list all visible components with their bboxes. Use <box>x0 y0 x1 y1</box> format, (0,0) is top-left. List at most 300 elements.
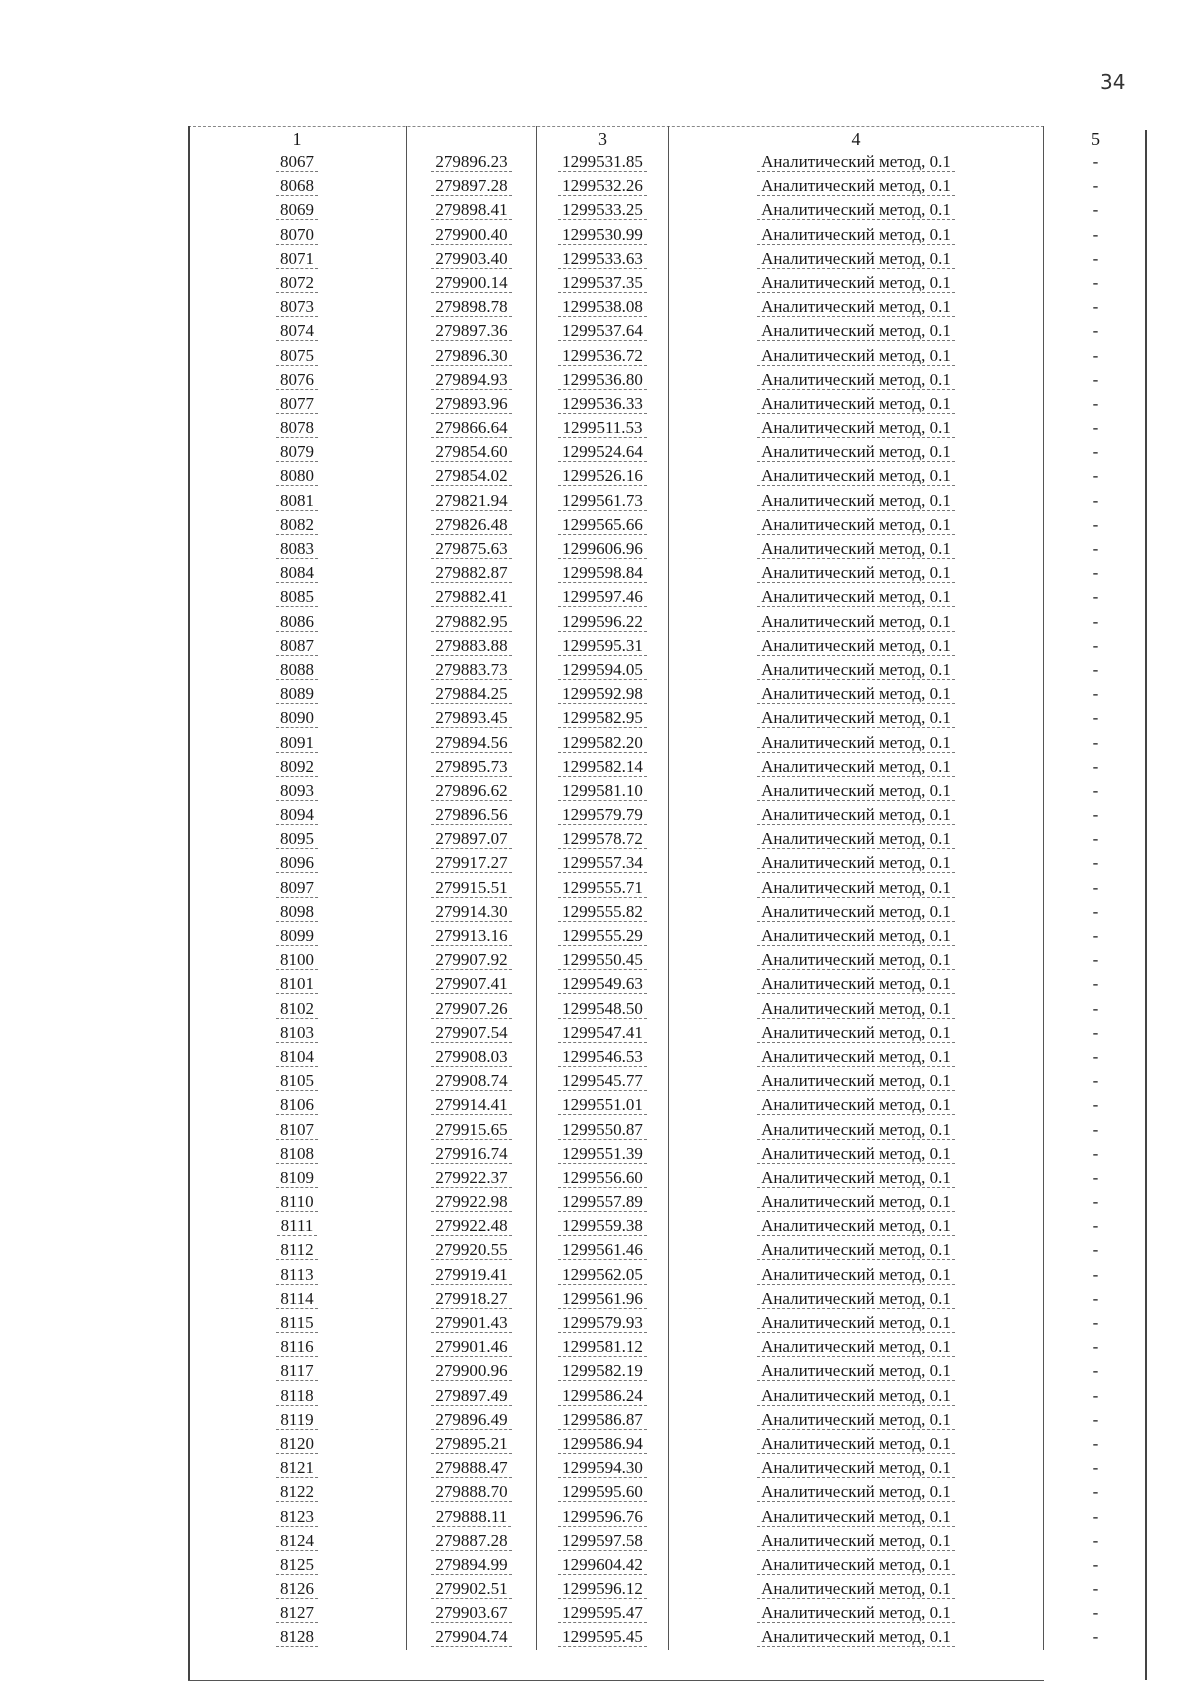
method-accuracy-cell <box>668 1166 1044 1190</box>
y-coordinate-cell <box>536 1190 668 1214</box>
note: - <box>1092 1192 1099 1212</box>
table-row <box>188 561 1147 585</box>
point-number-cell <box>188 416 406 440</box>
method-accuracy: Аналитический метод, 0.1 <box>757 805 955 825</box>
y-coordinate-cell <box>536 851 668 875</box>
note: - <box>1092 805 1099 825</box>
point-number-cell <box>188 1529 406 1553</box>
x-coordinate-cell <box>406 1577 536 1601</box>
table-row <box>188 416 1147 440</box>
y-coordinate-cell <box>536 779 668 803</box>
point-number: 8114 <box>276 1289 317 1309</box>
note: - <box>1092 1482 1099 1502</box>
x-coordinate-cell <box>406 1625 536 1649</box>
point-number-cell <box>188 997 406 1021</box>
y-coordinate-cell <box>536 1553 668 1577</box>
x-coordinate: 279916.74 <box>431 1144 511 1164</box>
method-accuracy-cell <box>668 803 1044 827</box>
method-accuracy-cell <box>668 489 1044 513</box>
y-coordinate-cell <box>536 1287 668 1311</box>
method-accuracy: Аналитический метод, 0.1 <box>757 1361 955 1381</box>
note: - <box>1092 369 1099 389</box>
point-number-cell <box>188 198 406 222</box>
x-coordinate: 279883.73 <box>431 660 511 680</box>
x-coordinate-cell <box>406 1238 536 1262</box>
method-accuracy-cell <box>668 416 1044 440</box>
y-coordinate: 1299586.87 <box>558 1410 647 1430</box>
x-coordinate: 279913.16 <box>431 926 511 946</box>
method-accuracy: Аналитический метод, 0.1 <box>757 684 955 704</box>
method-accuracy-cell <box>668 174 1044 198</box>
point-number-cell <box>188 223 406 247</box>
method-accuracy: Аналитический метод, 0.1 <box>757 273 955 293</box>
y-coordinate-cell <box>536 803 668 827</box>
method-accuracy-cell <box>668 1287 1044 1311</box>
note-cell <box>1044 319 1147 343</box>
point-number: 8096 <box>276 853 318 873</box>
y-coordinate-cell <box>536 1093 668 1117</box>
table-row <box>188 392 1147 416</box>
note-cell <box>1044 924 1147 948</box>
x-coordinate: 279920.55 <box>431 1240 511 1260</box>
method-accuracy: Аналитический метод, 0.1 <box>757 660 955 680</box>
x-coordinate-cell <box>406 755 536 779</box>
point-number: 8078 <box>276 418 318 438</box>
x-coordinate-cell <box>406 900 536 924</box>
y-coordinate: 1299536.72 <box>558 346 647 366</box>
method-accuracy-cell <box>668 1529 1044 1553</box>
y-coordinate-cell <box>536 319 668 343</box>
method-accuracy-cell <box>668 1263 1044 1287</box>
y-coordinate-cell <box>536 1118 668 1142</box>
x-coordinate: 279882.41 <box>431 587 511 607</box>
y-coordinate-cell <box>536 1359 668 1383</box>
x-coordinate: 279901.43 <box>431 1313 511 1333</box>
table-row <box>188 1553 1147 1577</box>
y-coordinate-cell <box>536 150 668 174</box>
y-coordinate-cell <box>536 1480 668 1504</box>
column-header-3: 3 <box>536 126 668 150</box>
note: - <box>1092 1361 1099 1381</box>
y-coordinate: 1299596.76 <box>558 1507 647 1527</box>
note-cell <box>1044 1287 1147 1311</box>
point-number: 8121 <box>276 1458 318 1478</box>
point-number-cell <box>188 924 406 948</box>
method-accuracy: Аналитический метод, 0.1 <box>757 853 955 873</box>
method-accuracy: Аналитический метод, 0.1 <box>757 1289 955 1309</box>
y-coordinate-cell <box>536 1601 668 1625</box>
y-coordinate: 1299604.42 <box>558 1555 647 1575</box>
table-row <box>188 755 1147 779</box>
y-coordinate: 1299537.35 <box>558 273 647 293</box>
table-row <box>188 1359 1147 1383</box>
y-coordinate: 1299537.64 <box>558 321 647 341</box>
note: - <box>1092 345 1099 365</box>
y-coordinate-cell <box>536 1263 668 1287</box>
method-accuracy-cell <box>668 464 1044 488</box>
y-coordinate: 1299538.08 <box>558 297 647 317</box>
y-coordinate: 1299596.12 <box>558 1579 647 1599</box>
point-number: 8104 <box>276 1047 318 1067</box>
note: - <box>1092 563 1099 583</box>
y-coordinate: 1299581.12 <box>558 1337 647 1357</box>
note-cell <box>1044 295 1147 319</box>
note: - <box>1092 1288 1099 1308</box>
method-accuracy: Аналитический метод, 0.1 <box>757 950 955 970</box>
table-row <box>188 368 1147 392</box>
note-cell <box>1044 1021 1147 1045</box>
table-row <box>188 1287 1147 1311</box>
note-cell <box>1044 1142 1147 1166</box>
point-number: 8079 <box>276 442 318 462</box>
point-number-cell <box>188 634 406 658</box>
y-coordinate: 1299582.19 <box>558 1361 647 1381</box>
column-header-2 <box>406 126 536 150</box>
method-accuracy: Аналитический метод, 0.1 <box>757 1531 955 1551</box>
y-coordinate-cell <box>536 416 668 440</box>
x-coordinate: 279893.96 <box>431 394 511 414</box>
table-row <box>188 1505 1147 1529</box>
x-coordinate: 279915.51 <box>431 878 511 898</box>
method-accuracy-cell <box>668 851 1044 875</box>
note-cell <box>1044 1529 1147 1553</box>
y-coordinate: 1299557.34 <box>558 853 647 873</box>
point-number-cell <box>188 972 406 996</box>
table-row <box>188 948 1147 972</box>
y-coordinate: 1299524.64 <box>558 442 647 462</box>
x-coordinate: 279897.07 <box>431 829 511 849</box>
x-coordinate: 279888.70 <box>431 1482 511 1502</box>
table-row <box>188 344 1147 368</box>
method-accuracy: Аналитический метод, 0.1 <box>757 1313 955 1333</box>
point-number: 8069 <box>276 200 318 220</box>
method-accuracy: Аналитический метод, 0.1 <box>757 1265 955 1285</box>
note-cell <box>1044 489 1147 513</box>
point-number: 8072 <box>276 273 318 293</box>
point-number-cell <box>188 271 406 295</box>
y-coordinate: 1299536.33 <box>558 394 647 414</box>
table-header-row <box>188 126 1147 150</box>
x-coordinate-cell <box>406 368 536 392</box>
y-coordinate: 1299526.16 <box>558 466 647 486</box>
point-number-cell <box>188 900 406 924</box>
method-accuracy: Аналитический метод, 0.1 <box>757 563 955 583</box>
x-coordinate: 279914.30 <box>431 902 511 922</box>
note-cell <box>1044 1335 1147 1359</box>
note: - <box>1092 756 1099 776</box>
point-number: 8097 <box>276 878 318 898</box>
table-row <box>188 803 1147 827</box>
point-number-cell <box>188 513 406 537</box>
note-cell <box>1044 658 1147 682</box>
method-accuracy-cell <box>668 634 1044 658</box>
point-number-cell <box>188 851 406 875</box>
point-number-cell <box>188 150 406 174</box>
x-coordinate-cell <box>406 1384 536 1408</box>
note: - <box>1092 1627 1099 1647</box>
x-coordinate: 279922.48 <box>431 1216 511 1236</box>
y-coordinate: 1299550.87 <box>558 1120 647 1140</box>
method-accuracy-cell <box>668 1142 1044 1166</box>
x-coordinate-cell <box>406 827 536 851</box>
column-header-4: 4 <box>668 126 1044 150</box>
x-coordinate-cell <box>406 682 536 706</box>
table-row <box>188 198 1147 222</box>
note-cell <box>1044 755 1147 779</box>
x-coordinate-cell <box>406 295 536 319</box>
note-cell <box>1044 561 1147 585</box>
note-cell <box>1044 1432 1147 1456</box>
x-coordinate: 279895.21 <box>431 1434 511 1454</box>
y-coordinate-cell <box>536 1021 668 1045</box>
x-coordinate: 279897.28 <box>431 176 511 196</box>
x-coordinate-cell <box>406 513 536 537</box>
y-coordinate: 1299559.38 <box>558 1216 647 1236</box>
x-coordinate-cell <box>406 1553 536 1577</box>
point-number-cell <box>188 1384 406 1408</box>
method-accuracy-cell <box>668 1480 1044 1504</box>
point-number: 8067 <box>276 152 318 172</box>
note-cell <box>1044 779 1147 803</box>
x-coordinate: 279901.46 <box>431 1337 511 1357</box>
method-accuracy: Аналитический метод, 0.1 <box>757 1023 955 1043</box>
method-accuracy: Аналитический метод, 0.1 <box>757 539 955 559</box>
y-coordinate-cell <box>536 1214 668 1238</box>
table-row <box>188 900 1147 924</box>
y-coordinate: 1299561.96 <box>558 1289 647 1309</box>
y-coordinate-cell <box>536 1311 668 1335</box>
y-coordinate-cell <box>536 731 668 755</box>
point-number: 8077 <box>276 394 318 414</box>
column-header-1: 1 <box>292 129 302 149</box>
note-cell <box>1044 198 1147 222</box>
x-coordinate-cell <box>406 561 536 585</box>
table-row <box>188 464 1147 488</box>
note-cell <box>1044 247 1147 271</box>
note-cell <box>1044 634 1147 658</box>
point-number-cell <box>188 682 406 706</box>
table-row <box>188 537 1147 561</box>
point-number-cell <box>188 1021 406 1045</box>
method-accuracy: Аналитический метод, 0.1 <box>757 249 955 269</box>
method-accuracy-cell <box>668 682 1044 706</box>
method-accuracy-cell <box>668 1384 1044 1408</box>
point-number: 8090 <box>276 708 318 728</box>
point-number: 8111 <box>277 1216 318 1236</box>
method-accuracy: Аналитический метод, 0.1 <box>757 829 955 849</box>
note: - <box>1092 587 1099 607</box>
point-number-cell <box>188 489 406 513</box>
note-cell <box>1044 997 1147 1021</box>
note: - <box>1092 539 1099 558</box>
point-number: 8083 <box>276 539 318 559</box>
x-coordinate: 279882.95 <box>431 612 511 632</box>
note: - <box>1092 780 1099 800</box>
note: - <box>1092 1337 1099 1357</box>
note-cell <box>1044 1069 1147 1093</box>
point-number: 8086 <box>276 612 318 632</box>
y-coordinate: 1299532.26 <box>558 176 647 196</box>
y-coordinate: 1299595.31 <box>558 636 647 656</box>
note: - <box>1092 297 1099 317</box>
point-number: 8093 <box>276 781 318 801</box>
x-coordinate: 279922.98 <box>431 1192 511 1212</box>
y-coordinate-cell <box>536 1505 668 1529</box>
table-row <box>188 489 1147 513</box>
x-coordinate-cell <box>406 1505 536 1529</box>
point-number: 8119 <box>276 1410 317 1430</box>
note: - <box>1092 684 1099 704</box>
x-coordinate-cell <box>406 1142 536 1166</box>
method-accuracy: Аналитический метод, 0.1 <box>757 1507 955 1527</box>
x-coordinate-cell <box>406 440 536 464</box>
x-coordinate: 279915.65 <box>431 1120 511 1140</box>
x-coordinate-cell <box>406 1335 536 1359</box>
method-accuracy-cell <box>668 1408 1044 1432</box>
method-accuracy: Аналитический метод, 0.1 <box>757 878 955 898</box>
method-accuracy: Аналитический метод, 0.1 <box>757 902 955 922</box>
note: - <box>1092 393 1099 413</box>
method-accuracy-cell <box>668 344 1044 368</box>
table-row <box>188 295 1147 319</box>
x-coordinate-cell <box>406 344 536 368</box>
point-number: 8074 <box>276 321 318 341</box>
note: - <box>1092 1046 1099 1066</box>
table-row <box>188 972 1147 996</box>
note: - <box>1092 1022 1099 1042</box>
point-number: 8117 <box>276 1361 317 1381</box>
x-coordinate-cell <box>406 1263 536 1287</box>
x-coordinate: 279866.64 <box>431 418 511 438</box>
method-accuracy: Аналитический метод, 0.1 <box>757 418 955 438</box>
point-number: 8084 <box>276 563 318 583</box>
method-accuracy-cell <box>668 972 1044 996</box>
y-coordinate-cell <box>536 924 668 948</box>
x-coordinate: 279854.02 <box>431 466 511 486</box>
x-coordinate-cell <box>406 924 536 948</box>
note: - <box>1092 1143 1099 1163</box>
note: - <box>1092 1409 1099 1429</box>
table-row <box>188 1021 1147 1045</box>
method-accuracy-cell <box>668 319 1044 343</box>
y-coordinate: 1299550.45 <box>558 950 647 970</box>
x-coordinate: 279900.96 <box>431 1361 511 1381</box>
point-number-cell <box>188 1456 406 1480</box>
method-accuracy: Аналитический метод, 0.1 <box>757 1071 955 1091</box>
point-number-cell <box>188 876 406 900</box>
y-coordinate-cell <box>536 1577 668 1601</box>
x-coordinate-cell <box>406 271 536 295</box>
method-accuracy-cell <box>668 513 1044 537</box>
note: - <box>1092 1603 1099 1623</box>
x-coordinate: 279884.25 <box>431 684 511 704</box>
method-accuracy: Аналитический метод, 0.1 <box>757 1240 955 1260</box>
note: - <box>1092 1071 1099 1091</box>
x-coordinate: 279895.73 <box>431 757 511 777</box>
point-number: 8068 <box>276 176 318 196</box>
method-accuracy-cell <box>668 271 1044 295</box>
x-coordinate-cell <box>406 610 536 634</box>
method-accuracy-cell <box>668 779 1044 803</box>
y-coordinate-cell <box>536 561 668 585</box>
note: - <box>1092 152 1099 171</box>
method-accuracy: Аналитический метод, 0.1 <box>757 1434 955 1454</box>
note-cell <box>1044 1505 1147 1529</box>
point-number-cell <box>188 610 406 634</box>
y-coordinate-cell <box>536 1045 668 1069</box>
point-number-cell <box>188 247 406 271</box>
x-coordinate-cell <box>406 803 536 827</box>
point-number: 8125 <box>276 1555 318 1575</box>
y-coordinate-cell <box>536 585 668 609</box>
point-number: 8118 <box>276 1386 317 1406</box>
y-coordinate: 1299531.85 <box>558 152 647 172</box>
table-row <box>188 658 1147 682</box>
note: - <box>1092 901 1099 921</box>
y-coordinate-cell <box>536 537 668 561</box>
point-number: 8089 <box>276 684 318 704</box>
y-coordinate-cell <box>536 1529 668 1553</box>
note-cell <box>1044 464 1147 488</box>
note-cell <box>1044 1263 1147 1287</box>
point-number-cell <box>188 464 406 488</box>
y-coordinate: 1299548.50 <box>558 999 647 1019</box>
point-number: 8088 <box>276 660 318 680</box>
note: - <box>1092 1554 1099 1574</box>
note: - <box>1092 1433 1099 1453</box>
x-coordinate: 279896.23 <box>431 152 511 172</box>
x-coordinate: 279904.74 <box>431 1627 511 1647</box>
table-row <box>188 585 1147 609</box>
method-accuracy-cell <box>668 997 1044 1021</box>
method-accuracy: Аналитический метод, 0.1 <box>757 515 955 535</box>
point-number: 8087 <box>276 636 318 656</box>
x-coordinate-cell <box>406 851 536 875</box>
x-coordinate: 279896.30 <box>431 346 511 366</box>
y-coordinate-cell <box>536 876 668 900</box>
point-number-cell <box>188 1432 406 1456</box>
y-coordinate-cell <box>536 489 668 513</box>
note-cell <box>1044 972 1147 996</box>
note: - <box>1092 248 1099 268</box>
y-coordinate-cell <box>536 1408 668 1432</box>
x-coordinate: 279896.49 <box>431 1410 511 1430</box>
y-coordinate: 1299578.72 <box>558 829 647 849</box>
y-coordinate: 1299598.84 <box>558 563 647 583</box>
y-coordinate: 1299594.30 <box>558 1458 647 1478</box>
method-accuracy: Аналитический метод, 0.1 <box>757 370 955 390</box>
point-number-cell <box>188 1045 406 1069</box>
table-row <box>188 1577 1147 1601</box>
note-cell <box>1044 1625 1147 1649</box>
point-number-cell <box>188 755 406 779</box>
y-coordinate: 1299592.98 <box>558 684 647 704</box>
table-row <box>188 1480 1147 1504</box>
table-row <box>188 440 1147 464</box>
x-coordinate-cell <box>406 1166 536 1190</box>
point-number: 8071 <box>276 249 318 269</box>
point-number: 8109 <box>276 1168 318 1188</box>
x-coordinate: 279907.41 <box>431 974 511 994</box>
table-row <box>188 271 1147 295</box>
note-cell <box>1044 392 1147 416</box>
point-number-cell <box>188 1263 406 1287</box>
x-coordinate: 279821.94 <box>431 491 511 511</box>
note-cell <box>1044 1553 1147 1577</box>
method-accuracy-cell <box>668 1577 1044 1601</box>
method-accuracy-cell <box>668 537 1044 561</box>
method-accuracy-cell <box>668 706 1044 730</box>
